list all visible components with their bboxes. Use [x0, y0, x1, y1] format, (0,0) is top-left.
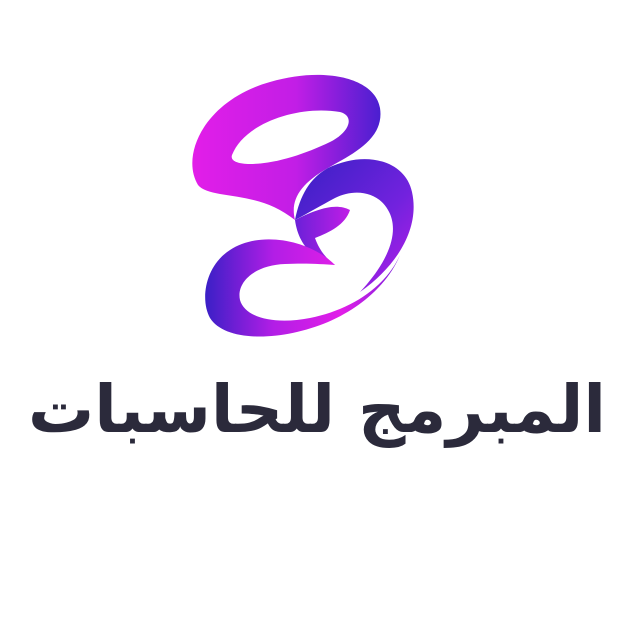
ribbon-bottom-loop — [205, 239, 400, 336]
brand-name-text: المبرمج للحاسبات — [27, 371, 607, 448]
stylized-ribbon-letter-icon — [150, 60, 470, 350]
